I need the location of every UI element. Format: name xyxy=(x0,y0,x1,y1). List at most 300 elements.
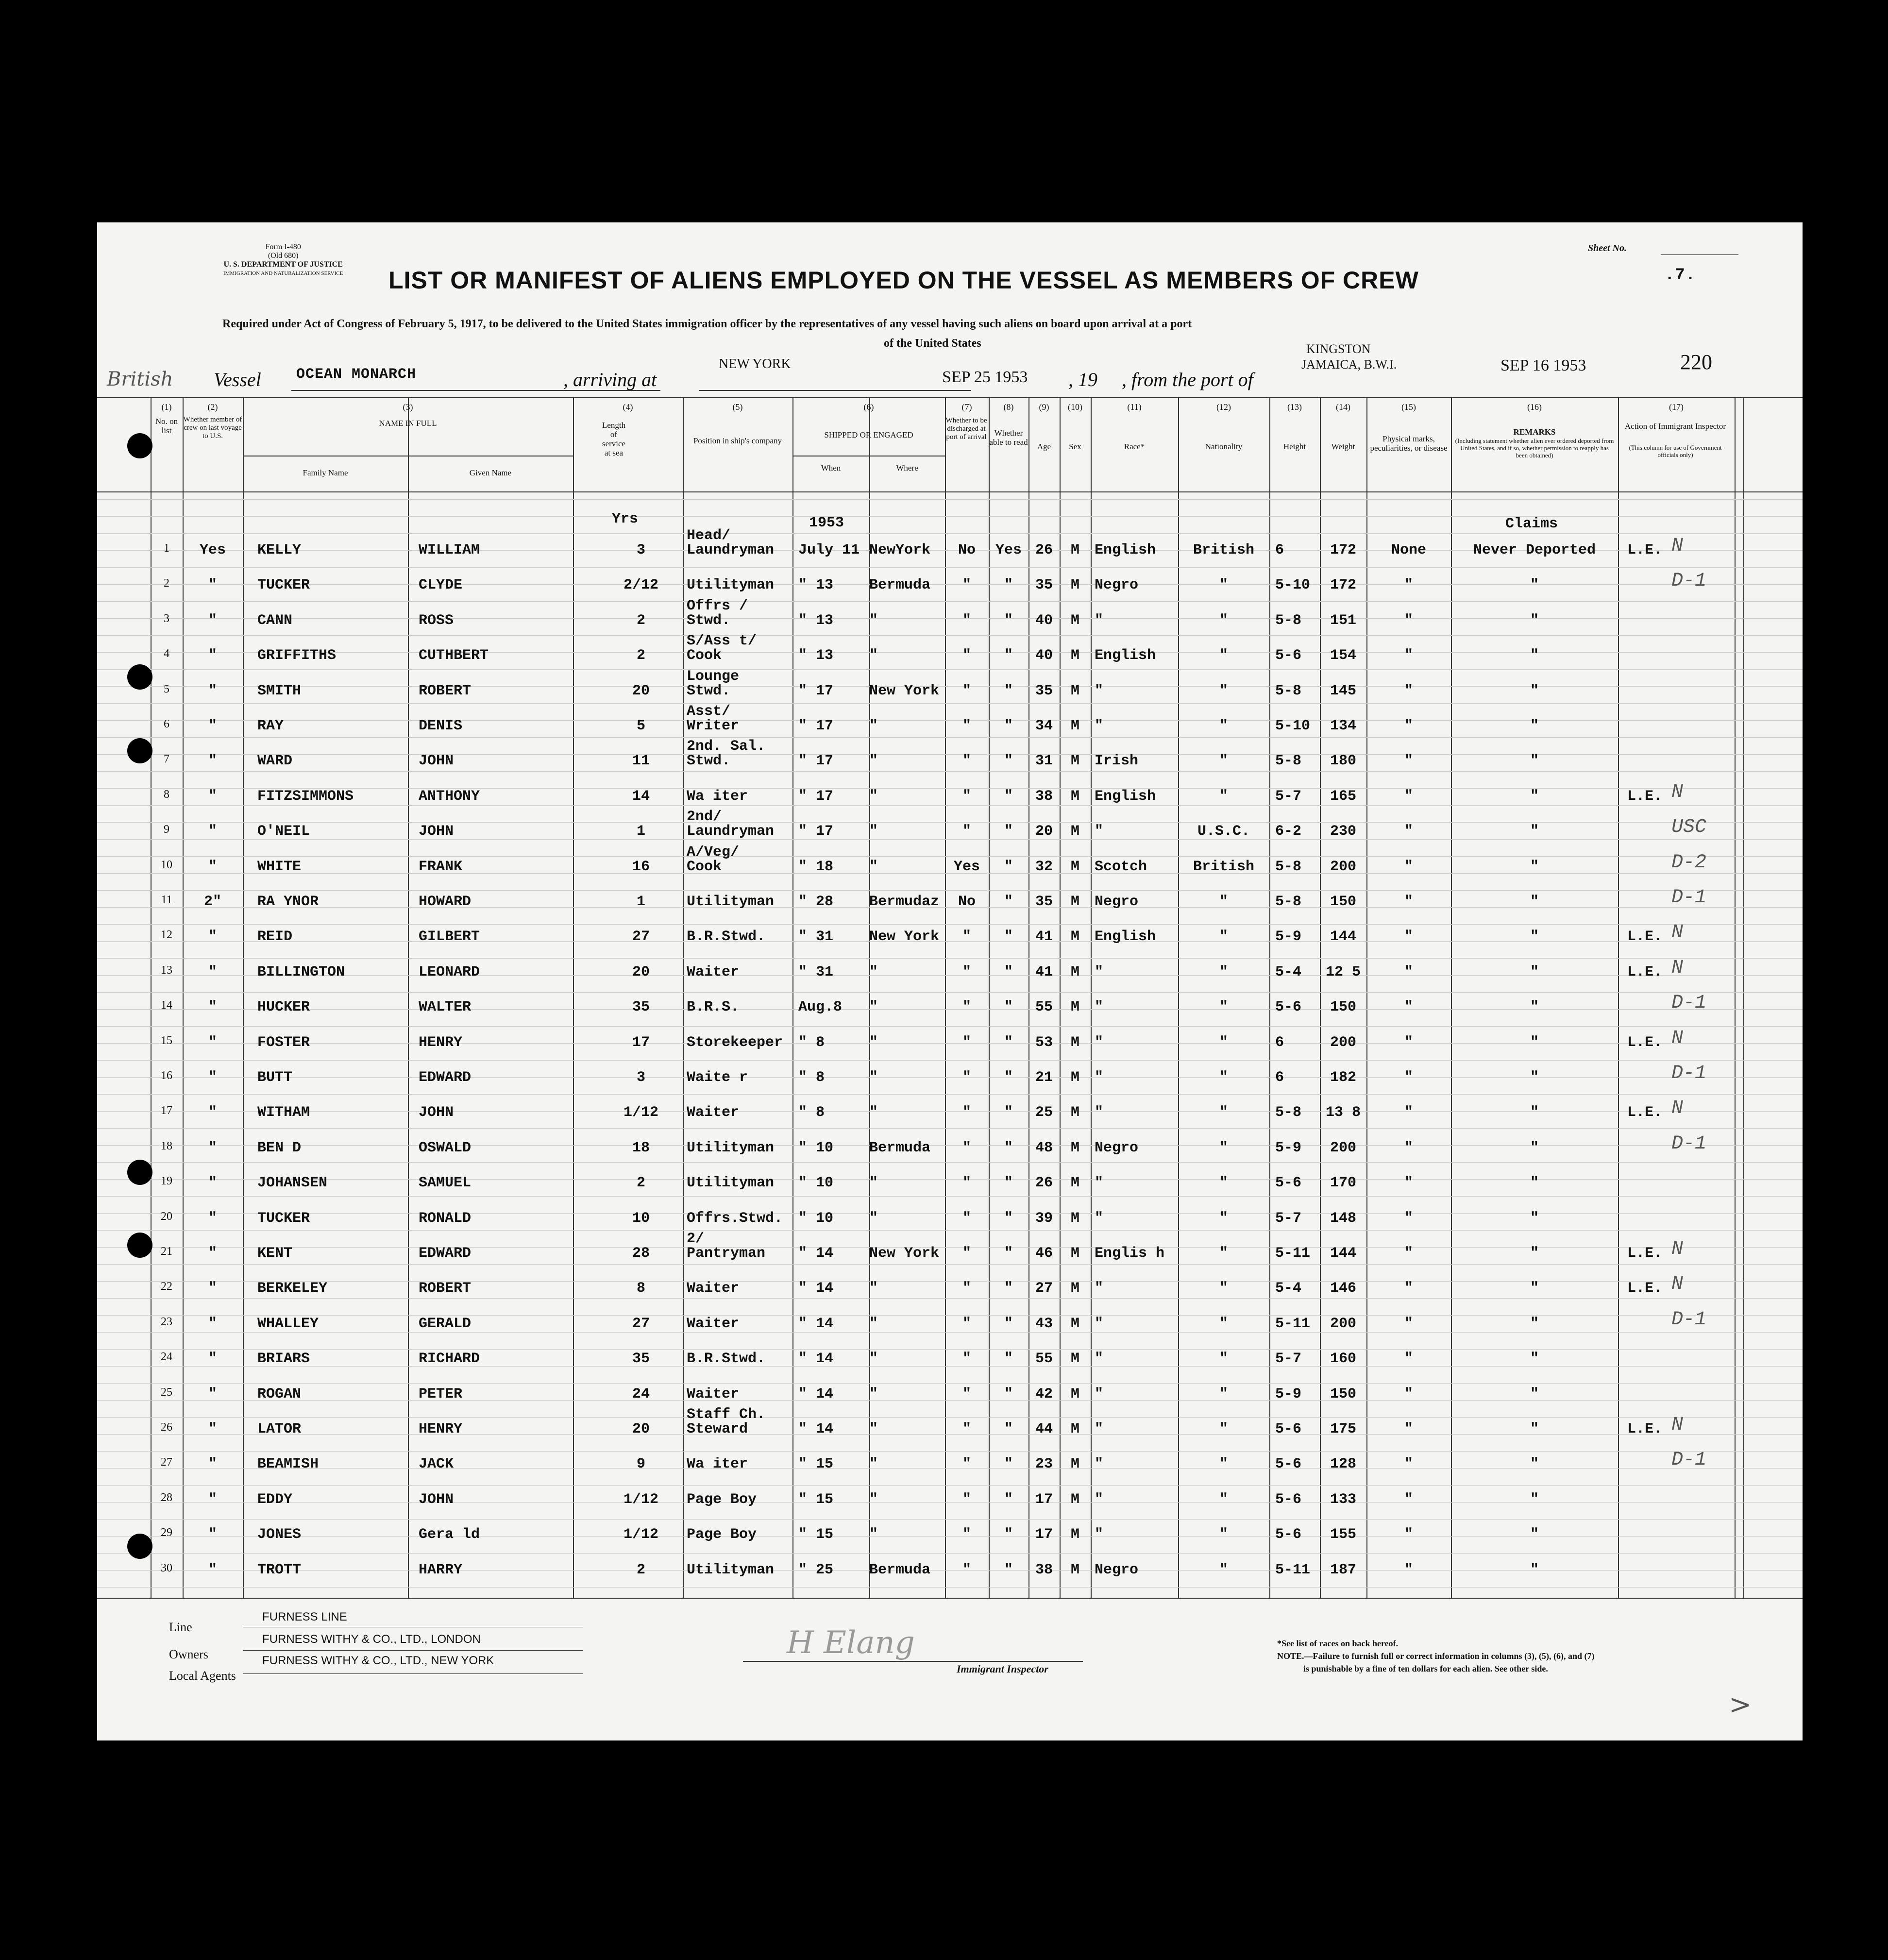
cell-given: DENIS xyxy=(419,718,463,734)
cell-sex: M xyxy=(1070,1069,1079,1086)
cell-nat: " xyxy=(1219,929,1228,946)
cell-age: 17 xyxy=(1035,1526,1053,1543)
cell-when: " 17 xyxy=(798,682,834,699)
cell-where: " xyxy=(869,1491,878,1508)
cell-age: 55 xyxy=(1035,1351,1053,1368)
cell-age: 34 xyxy=(1035,718,1053,734)
cell-height: 6 xyxy=(1275,1069,1284,1086)
cell-read: " xyxy=(1004,1561,1013,1578)
cell-read: " xyxy=(1004,718,1013,734)
form-number: Form I-480 xyxy=(265,243,301,251)
cell-read: " xyxy=(1004,1421,1013,1437)
cell-when: " 17 xyxy=(798,753,834,770)
manifest-sheet xyxy=(97,222,1803,1740)
cell-read: " xyxy=(1004,647,1013,664)
cell-family: WHITE xyxy=(257,858,302,875)
cell-race: Negro xyxy=(1095,1139,1139,1156)
cell-marks: " xyxy=(1404,858,1413,875)
cell-hand: N xyxy=(1671,535,1684,557)
cell-position: Utilityman xyxy=(687,1175,775,1192)
cell-weight: 150 xyxy=(1330,1386,1356,1402)
cell-disch: " xyxy=(962,1034,971,1051)
cell-weight: 148 xyxy=(1330,1210,1356,1227)
cell-crew: " xyxy=(208,1491,217,1508)
cell-action: L.E. xyxy=(1627,1280,1662,1297)
punch-hole xyxy=(127,738,152,763)
cell-service: 3 xyxy=(636,1069,645,1086)
ruled-line xyxy=(97,805,1803,806)
cell-sex: M xyxy=(1070,682,1079,699)
cell-given: GILBERT xyxy=(419,929,480,946)
cell-position: Wa iter xyxy=(687,788,748,805)
cell-race: " xyxy=(1095,1351,1104,1368)
cell-no: 3 xyxy=(164,612,169,625)
ruled-line xyxy=(97,1230,1803,1231)
ruled-line xyxy=(97,1519,1803,1520)
ruled-line xyxy=(97,1383,1803,1384)
cell-sex: M xyxy=(1070,1104,1079,1121)
cell-position: Offrs.Stwd. xyxy=(687,1210,783,1227)
cell-given: JOHN xyxy=(419,1491,454,1508)
cell-weight: 146 xyxy=(1330,1280,1356,1297)
cell-weight: 150 xyxy=(1330,894,1356,910)
cell-where: " xyxy=(869,1069,878,1086)
cell-service: 1 xyxy=(636,894,645,910)
col-header-given: Given Name xyxy=(469,468,512,477)
cell-when: " 17 xyxy=(798,718,834,734)
cell-no: 1 xyxy=(164,542,169,555)
cell-position-line2: Cook xyxy=(687,647,722,664)
column-number: (8) xyxy=(1003,402,1014,412)
cell-disch: " xyxy=(962,1139,971,1156)
cell-action: L.E. xyxy=(1627,1104,1662,1121)
cell-hand: D-1 xyxy=(1671,1063,1707,1084)
cell-race: " xyxy=(1095,718,1104,734)
cell-nat: " xyxy=(1219,577,1228,594)
ruled-line xyxy=(97,822,1803,823)
cell-height: 5-9 xyxy=(1275,1386,1302,1402)
cell-read: " xyxy=(1004,1034,1013,1051)
cell-remarks: " xyxy=(1530,1351,1539,1368)
cell-sex: M xyxy=(1070,1034,1079,1051)
cell-race: " xyxy=(1095,1315,1104,1332)
cell-sex: M xyxy=(1070,1245,1079,1262)
punch-hole xyxy=(127,664,152,690)
col-header-remarks-note: (Including statement whether alien ever ordered deported from United States, and if so, whether permission to reapply has been obtained) xyxy=(1455,437,1614,459)
cell-crew: " xyxy=(208,1386,217,1402)
cell-nat: " xyxy=(1219,1561,1228,1578)
owners-label: Owners xyxy=(169,1647,208,1661)
cell-disch: " xyxy=(962,1280,971,1297)
cell-family: HUCKER xyxy=(257,999,310,1016)
column-divider xyxy=(683,397,684,1598)
cell-position-line2: Writer xyxy=(687,718,740,734)
cell-given: LEONARD xyxy=(419,963,480,980)
cell-no: 18 xyxy=(161,1139,172,1152)
cell-weight: 13 8 xyxy=(1325,1104,1361,1121)
departure-date: SEP 16 1953 xyxy=(1500,356,1586,374)
cell-remarks: " xyxy=(1530,718,1539,734)
ruled-line xyxy=(97,1485,1803,1486)
cell-no: 29 xyxy=(161,1526,172,1539)
cell-sex: M xyxy=(1070,1280,1079,1297)
cell-crew: " xyxy=(208,1456,217,1473)
cell-hand: N xyxy=(1671,957,1684,979)
cell-no: 15 xyxy=(161,1034,172,1047)
cell-where: New York xyxy=(869,1245,940,1262)
column-divider xyxy=(1091,397,1092,1598)
cell-read: " xyxy=(1004,999,1013,1016)
cell-marks: " xyxy=(1404,1561,1413,1578)
cell-race: " xyxy=(1095,1386,1104,1402)
cell-position-line2: Laundryman xyxy=(687,823,775,840)
cell-family: BRIARS xyxy=(257,1351,310,1368)
column-divider xyxy=(1735,397,1736,1598)
cell-position: Waiter xyxy=(687,963,740,980)
cell-no: 19 xyxy=(161,1175,172,1188)
cell-nat: " xyxy=(1219,753,1228,770)
cell-where: " xyxy=(869,1280,878,1297)
owners-value: FURNESS WITHY & CO., LTD., LONDON xyxy=(262,1633,481,1646)
cell-disch: No xyxy=(958,894,976,910)
cell-race: English xyxy=(1095,647,1156,664)
cell-when: " 8 xyxy=(798,1069,825,1086)
cell-marks: " xyxy=(1404,647,1413,664)
cell-remarks: " xyxy=(1530,999,1539,1016)
cell-sex: M xyxy=(1070,577,1079,594)
cell-read: " xyxy=(1004,682,1013,699)
cell-disch: " xyxy=(962,1210,971,1227)
cell-disch: " xyxy=(962,929,971,946)
cell-crew: " xyxy=(208,823,217,840)
cell-read: " xyxy=(1004,1491,1013,1508)
col-header-nationality: Nationality xyxy=(1205,442,1243,451)
cell-remarks: " xyxy=(1530,1175,1539,1192)
cell-nat: " xyxy=(1219,999,1228,1016)
cell-given: JOHN xyxy=(419,753,454,770)
cell-age: 44 xyxy=(1035,1421,1053,1437)
cell-when: " 8 xyxy=(798,1034,825,1051)
cell-marks: " xyxy=(1404,1315,1413,1332)
cell-given: WALTER xyxy=(419,999,472,1016)
cell-crew: " xyxy=(208,1104,217,1121)
cell-where: " xyxy=(869,823,878,840)
cell-hand: N xyxy=(1671,1238,1684,1260)
cell-action: L.E. xyxy=(1627,1245,1662,1262)
cell-sex: M xyxy=(1070,647,1079,664)
cell-age: 40 xyxy=(1035,647,1053,664)
cell-marks: " xyxy=(1404,612,1413,629)
cell-remarks: " xyxy=(1530,1315,1539,1332)
cell-service: 10 xyxy=(632,1210,650,1227)
cell-weight: 175 xyxy=(1330,1421,1356,1437)
ruled-line xyxy=(97,1417,1803,1418)
cell-nat: " xyxy=(1219,1491,1228,1508)
cell-service: 5 xyxy=(636,718,645,734)
cell-remarks: " xyxy=(1530,682,1539,699)
cell-service: 3 xyxy=(636,542,645,558)
cell-read: " xyxy=(1004,1456,1013,1473)
cell-crew: " xyxy=(208,929,217,946)
cell-hand: D-2 xyxy=(1671,851,1707,874)
cell-weight: 151 xyxy=(1330,612,1356,629)
cell-read: " xyxy=(1004,894,1013,910)
cell-where: NewYork xyxy=(869,542,931,558)
cell-height: 5-6 xyxy=(1275,1421,1302,1437)
cell-weight: 170 xyxy=(1330,1175,1356,1192)
cell-weight: 182 xyxy=(1330,1069,1356,1086)
cell-weight: 172 xyxy=(1330,542,1356,558)
cell-nat: " xyxy=(1219,718,1228,734)
col-header-name: NAME IN FULL xyxy=(379,419,437,428)
cell-disch: " xyxy=(962,1526,971,1543)
cell-no: 21 xyxy=(161,1245,172,1258)
cell-weight: 145 xyxy=(1330,682,1356,699)
column-number: (7) xyxy=(961,402,972,412)
cell-no: 16 xyxy=(161,1069,172,1082)
cell-disch: " xyxy=(962,963,971,980)
owners-underline xyxy=(243,1650,583,1651)
cell-sex: M xyxy=(1070,1351,1079,1368)
cell-given: RONALD xyxy=(419,1210,472,1227)
cell-age: 27 xyxy=(1035,1280,1053,1297)
cell-sex: M xyxy=(1070,718,1079,734)
cell-remarks: " xyxy=(1530,647,1539,664)
cell-race: " xyxy=(1095,1491,1104,1508)
cell-weight: 133 xyxy=(1330,1491,1356,1508)
column-number: (4) xyxy=(623,402,633,412)
cell-where: " xyxy=(869,753,878,770)
cell-marks: " xyxy=(1404,1280,1413,1297)
cell-sex: M xyxy=(1070,999,1079,1016)
penalty-note-2: is punishable by a fine of ten dollars for each alien. See other side. xyxy=(1303,1664,1548,1673)
cell-family: SMITH xyxy=(257,682,302,699)
col-header-weight: Weight xyxy=(1331,442,1355,451)
cell-sex: M xyxy=(1070,1315,1079,1332)
cell-age: 20 xyxy=(1035,823,1053,840)
ruled-line xyxy=(97,1332,1803,1333)
cell-service: 2 xyxy=(636,1561,645,1578)
cell-age: 23 xyxy=(1035,1456,1053,1473)
cell-no: 17 xyxy=(161,1104,172,1117)
cell-age: 41 xyxy=(1035,963,1053,980)
cell-position: Page Boy xyxy=(687,1526,757,1543)
cell-race: " xyxy=(1095,999,1104,1016)
cell-family: EDDY xyxy=(257,1491,293,1508)
cell-crew: " xyxy=(208,1526,217,1543)
cell-age: 55 xyxy=(1035,999,1053,1016)
cell-service: 35 xyxy=(632,999,650,1016)
cell-crew: " xyxy=(208,999,217,1016)
departure-port: KINGSTON xyxy=(1306,342,1371,356)
ruled-line xyxy=(97,1264,1803,1265)
cell-disch: " xyxy=(962,823,971,840)
races-note: *See list of races on back hereof. xyxy=(1277,1639,1399,1648)
cell-height: 5-9 xyxy=(1275,929,1302,946)
cell-nat: " xyxy=(1219,1034,1228,1051)
cell-where: " xyxy=(869,647,878,664)
cell-when: " 18 xyxy=(798,858,834,875)
cell-disch: " xyxy=(962,1175,971,1192)
cell-where: " xyxy=(869,1421,878,1437)
cell-age: 17 xyxy=(1035,1491,1053,1508)
cell-marks: " xyxy=(1404,1175,1413,1192)
cell-race: " xyxy=(1095,612,1104,629)
cell-weight: 187 xyxy=(1330,1561,1356,1578)
cell-read: " xyxy=(1004,1104,1013,1121)
cell-where: " xyxy=(869,963,878,980)
cell-nat: British xyxy=(1193,858,1255,875)
cell-position-line2: Pantryman xyxy=(687,1245,766,1262)
column-number: (11) xyxy=(1127,402,1142,412)
cell-position: A/Veg/ xyxy=(687,844,740,861)
cell-given: EDWARD xyxy=(419,1245,472,1262)
line-label: Line xyxy=(169,1620,192,1634)
cell-position-line2: Steward xyxy=(687,1421,748,1437)
cell-service: 11 xyxy=(632,753,650,770)
cell-when: " 8 xyxy=(798,1104,825,1121)
cell-position: 2/ xyxy=(687,1231,705,1247)
cell-family: RA YNOR xyxy=(257,894,319,910)
cell-when: " 15 xyxy=(798,1456,834,1473)
cell-hand: D-1 xyxy=(1671,1132,1707,1155)
cell-height: 5-6 xyxy=(1275,1175,1302,1192)
manifest-number: 220 xyxy=(1680,350,1712,374)
ruled-line xyxy=(97,1026,1803,1027)
cell-disch: " xyxy=(962,718,971,734)
cell-position-line2: Stwd. xyxy=(687,753,731,770)
cell-read: " xyxy=(1004,929,1013,946)
column-divider xyxy=(1743,397,1744,1598)
cell-when: " 14 xyxy=(798,1386,834,1402)
cell-where: " xyxy=(869,1034,878,1051)
cell-remarks: " xyxy=(1530,894,1539,910)
cell-crew: " xyxy=(208,753,217,770)
cell-age: 26 xyxy=(1035,542,1053,558)
cell-when: " 14 xyxy=(798,1421,834,1437)
cell-remarks: " xyxy=(1530,1069,1539,1086)
cell-marks: " xyxy=(1404,1104,1413,1121)
cell-hand: D-1 xyxy=(1671,1449,1707,1471)
cell-height: 5-6 xyxy=(1275,1526,1302,1543)
column-divider xyxy=(408,397,409,1598)
column-divider xyxy=(243,397,244,1598)
cell-service: 20 xyxy=(632,1421,650,1437)
cell-crew: " xyxy=(208,963,217,980)
cell-remarks: " xyxy=(1530,1034,1539,1051)
cell-no: 4 xyxy=(164,647,169,660)
cell-height: 5-8 xyxy=(1275,753,1302,770)
cell-marks: " xyxy=(1404,753,1413,770)
cell-marks: " xyxy=(1404,1069,1413,1086)
inspector-label: Immigrant Inspector xyxy=(957,1663,1048,1675)
line-value: FURNESS LINE xyxy=(262,1610,347,1623)
cell-disch: " xyxy=(962,1245,971,1262)
service-name: IMMIGRATION AND NATURALIZATION SERVICE xyxy=(223,270,343,276)
ruled-line xyxy=(97,1060,1803,1061)
cell-crew: " xyxy=(208,1315,217,1332)
cell-weight: 128 xyxy=(1330,1456,1356,1473)
cell-no: 24 xyxy=(161,1351,172,1364)
cell-height: 5-6 xyxy=(1275,647,1302,664)
cell-marks: " xyxy=(1404,577,1413,594)
cell-given: JOHN xyxy=(419,1104,454,1121)
cell-given: HENRY xyxy=(419,1034,463,1051)
cell-read: " xyxy=(1004,963,1013,980)
cell-given: ANTHONY xyxy=(419,788,480,805)
cell-weight: 200 xyxy=(1330,1034,1356,1051)
cell-age: 32 xyxy=(1035,858,1053,875)
cell-nat: " xyxy=(1219,1315,1228,1332)
cell-disch: " xyxy=(962,1491,971,1508)
cell-service: 1/12 xyxy=(623,1526,658,1543)
cell-remarks: " xyxy=(1530,753,1539,770)
cell-position: Wa iter xyxy=(687,1456,748,1473)
cell-read: " xyxy=(1004,823,1013,840)
cell-hand: N xyxy=(1671,1098,1684,1120)
ruled-line xyxy=(97,1553,1803,1554)
ruled-line xyxy=(97,669,1803,670)
cell-marks: " xyxy=(1404,963,1413,980)
cell-weight: 200 xyxy=(1330,858,1356,875)
cell-remarks: " xyxy=(1530,1526,1539,1543)
cell-read: " xyxy=(1004,1351,1013,1368)
ruled-line xyxy=(97,1094,1803,1095)
cell-remarks: " xyxy=(1530,1561,1539,1578)
cell-when: July 11 xyxy=(798,542,860,558)
cell-action: L.E. xyxy=(1627,1034,1662,1051)
cell-position-line2: Laundryman xyxy=(687,542,775,558)
cell-where: " xyxy=(869,1456,878,1473)
col-header-marks: Physical marks, peculiarities, or disease xyxy=(1370,434,1448,453)
cell-family: ROGAN xyxy=(257,1386,302,1402)
cell-crew: " xyxy=(208,1175,217,1192)
cell-position-line2: Cook xyxy=(687,858,722,875)
cell-weight: 172 xyxy=(1330,577,1356,594)
col-header-action: Action of Immigrant Inspector xyxy=(1624,422,1726,431)
cell-read: " xyxy=(1004,612,1013,629)
cell-sex: M xyxy=(1070,1139,1079,1156)
cell-position: Storekeeper xyxy=(687,1034,783,1051)
manifest-title: LIST OR MANIFEST OF ALIENS EMPLOYED ON THE VESSEL AS MEMBERS OF CREW xyxy=(388,267,1419,294)
cell-service: 2 xyxy=(636,1175,645,1192)
cell-height: 6 xyxy=(1275,1034,1284,1051)
cell-height: 5-11 xyxy=(1275,1315,1311,1332)
cell-disch: " xyxy=(962,753,971,770)
cell-age: 40 xyxy=(1035,612,1053,629)
cell-marks: " xyxy=(1404,682,1413,699)
cell-where: " xyxy=(869,718,878,734)
cell-age: 35 xyxy=(1035,894,1053,910)
column-number: (5) xyxy=(732,402,743,412)
arrival-date: SEP 25 1953 xyxy=(942,368,1028,386)
cell-age: 48 xyxy=(1035,1139,1053,1156)
cell-when: " 14 xyxy=(798,1351,834,1368)
cell-read: Yes xyxy=(995,542,1022,558)
cell-read: " xyxy=(1004,1280,1013,1297)
arriving-port: NEW YORK xyxy=(719,356,791,372)
cell-where: " xyxy=(869,1526,878,1543)
cell-given: EDWARD xyxy=(419,1069,472,1086)
form-id-block xyxy=(223,243,343,278)
form-old-number: (Old 680) xyxy=(268,252,299,260)
cell-remarks: " xyxy=(1530,788,1539,805)
cell-hand: D-1 xyxy=(1671,887,1707,909)
ruled-line xyxy=(97,1128,1803,1129)
cell-nat: " xyxy=(1219,1245,1228,1262)
cell-service: 8 xyxy=(636,1280,645,1297)
cell-remarks: " xyxy=(1530,1456,1539,1473)
